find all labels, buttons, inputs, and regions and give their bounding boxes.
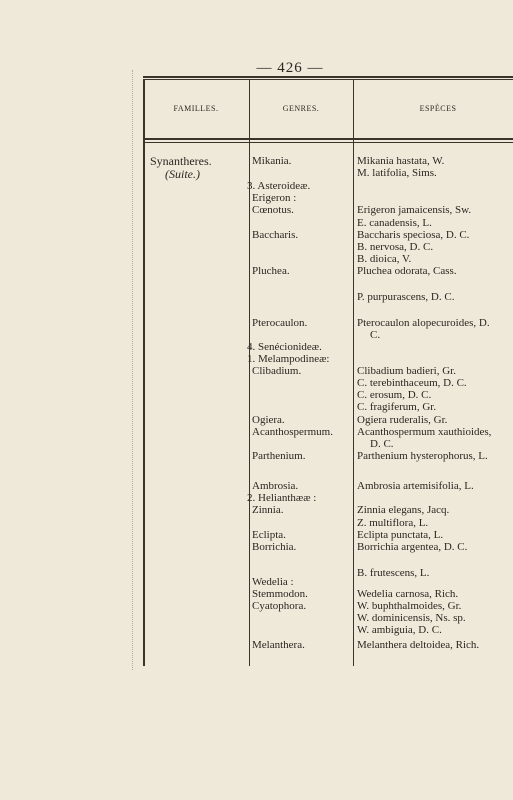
species-entry: Z. multiflora, L. bbox=[357, 517, 429, 529]
top-rule-thin bbox=[143, 79, 513, 80]
genre-entry: Ogiera. bbox=[252, 414, 285, 426]
species-entry: Borrichia argentea, D. C. bbox=[357, 541, 468, 553]
species-entry: Pluchea odorata, Cass. bbox=[357, 265, 457, 277]
species-entry: Eclipta punctata, L. bbox=[357, 529, 444, 541]
species-entry: C. fragiferum, Gr. bbox=[357, 401, 437, 413]
species-entry: D. C. bbox=[370, 438, 394, 450]
species-entry: Parthenium hysterophorus, L. bbox=[357, 450, 488, 462]
header-rule-thin bbox=[143, 142, 513, 143]
species-entry: Ambrosia artemisifolia, L. bbox=[357, 480, 474, 492]
genre-entry: Pterocaulon. bbox=[252, 317, 308, 329]
species-entry: W. buphthalmoides, Gr. bbox=[357, 600, 462, 612]
species-entry: P. purpurascens, D. C. bbox=[357, 291, 455, 303]
genre-entry: Acanthospermum. bbox=[252, 426, 333, 438]
species-entry: B. nervosa, D. C. bbox=[357, 241, 434, 253]
genre-entry: Borrichia. bbox=[252, 541, 297, 553]
genre-entry: 1. Melampodineæ: bbox=[247, 353, 330, 365]
genre-entry: Parthenium. bbox=[252, 450, 306, 462]
species-entry: Zinnia elegans, Jacq. bbox=[357, 504, 450, 516]
genre-entry: Baccharis. bbox=[252, 229, 299, 241]
species-entry: Ogiera ruderalis, Gr. bbox=[357, 414, 448, 426]
species-entry: C. terebinthaceum, D. C. bbox=[357, 377, 467, 389]
genre-entry: Eclipta. bbox=[252, 529, 286, 541]
species-entry: B. dioica, V. bbox=[357, 253, 412, 265]
left-border bbox=[143, 80, 145, 666]
genre-entry: 4. Senécionideæ. bbox=[247, 341, 322, 353]
genre-entry: Ambrosia. bbox=[252, 480, 299, 492]
genre-entry: Melanthera. bbox=[252, 639, 305, 651]
genre-entry: Pluchea. bbox=[252, 265, 290, 277]
column-divider-1 bbox=[249, 80, 250, 666]
genre-entry: Stemmodon. bbox=[252, 588, 308, 600]
species-entry: C. bbox=[370, 329, 381, 341]
species-entry: B. frutescens, L. bbox=[357, 567, 430, 579]
genre-entry: 2. Helianthææ : bbox=[247, 492, 317, 504]
genre-entry: 3. Asteroideæ. bbox=[247, 180, 311, 192]
page-number: — 426 — bbox=[256, 60, 324, 76]
species-entry: M. latifolia, Sims. bbox=[357, 167, 437, 179]
genre-entry: Clibadium. bbox=[252, 365, 302, 377]
species-entry: Acanthospermum xauthioides, bbox=[357, 426, 492, 438]
species-entry: E. canadensis, L. bbox=[357, 217, 432, 229]
species-entry: Baccharis speciosa, D. C. bbox=[357, 229, 470, 241]
column-divider-2 bbox=[353, 80, 354, 666]
species-entry: Erigeron jamaicensis, Sw. bbox=[357, 204, 472, 216]
top-rule bbox=[143, 76, 513, 78]
species-entry: Wedelia carnosa, Rich. bbox=[357, 588, 459, 600]
species-entry: Mikania hastata, W. bbox=[357, 155, 445, 167]
genre-entry: Cyatophora. bbox=[252, 600, 307, 612]
genre-entry: Zinnia. bbox=[252, 504, 284, 516]
header-families: FAMILLES. bbox=[173, 104, 219, 113]
family-name: Synantheres. bbox=[150, 154, 212, 168]
genre-entry: Mikania. bbox=[252, 155, 292, 167]
genre-entry: Wedelia : bbox=[252, 576, 294, 588]
species-entry: Pterocaulon alopecuroides, D. bbox=[357, 317, 490, 329]
family-note: (Suite.) bbox=[165, 167, 200, 181]
species-entry: C. erosum, D. C. bbox=[357, 389, 432, 401]
genre-entry: Cœnotus. bbox=[252, 204, 294, 216]
species-entry: W. ambiguia, D. C. bbox=[357, 624, 442, 636]
header-genres: GENRES. bbox=[282, 104, 320, 113]
genre-entry: Erigeron : bbox=[252, 192, 297, 204]
header-especes: ESPÈCES bbox=[419, 104, 457, 113]
species-entry: Clibadium badieri, Gr. bbox=[357, 365, 456, 377]
header-rule bbox=[143, 138, 513, 140]
species-entry: W. dominicensis, Ns. sp. bbox=[357, 612, 466, 624]
species-entry: Melanthera deltoidea, Rich. bbox=[357, 639, 480, 651]
